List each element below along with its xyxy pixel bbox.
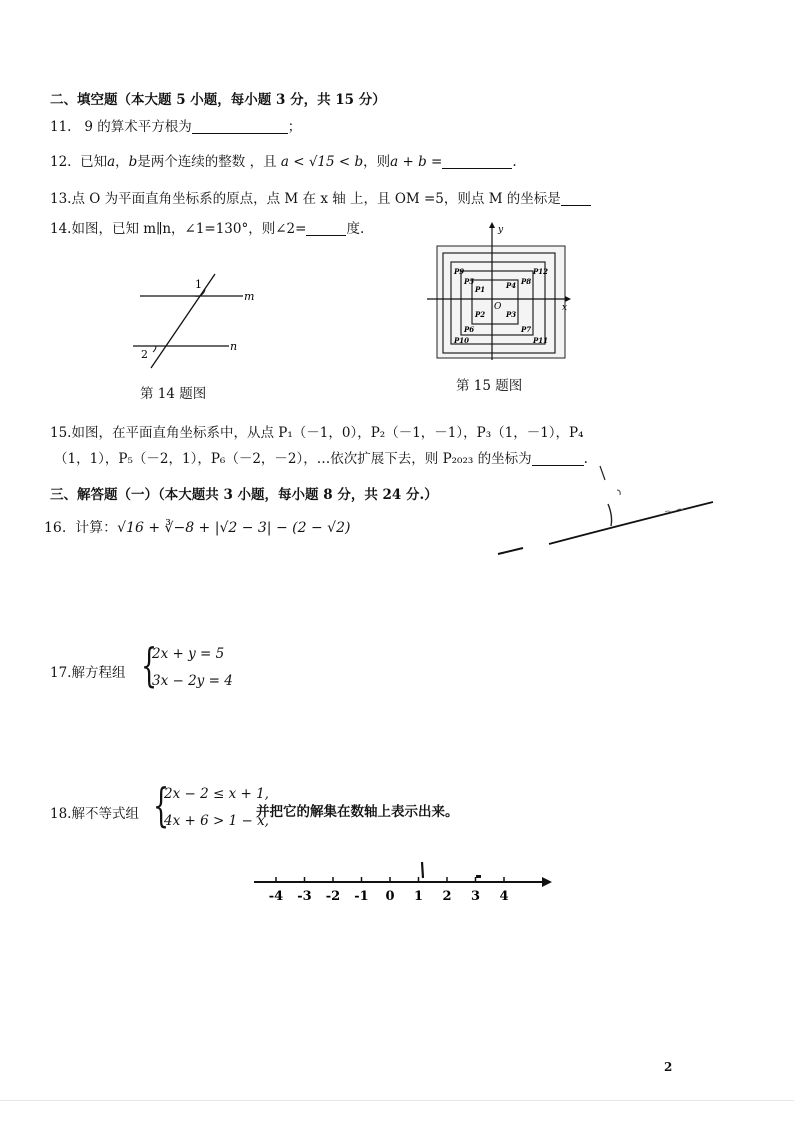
page-number: 2	[664, 1060, 673, 1074]
q15-end: .	[583, 451, 588, 467]
q12-mid: 是两个连续的整数 ，且	[137, 154, 277, 170]
footer-rule	[0, 1100, 794, 1101]
q13-number: 13.	[50, 191, 72, 207]
q12-expression: a + b =	[390, 154, 443, 170]
question-15-line-1	[50, 424, 584, 442]
q12-b: b	[128, 154, 138, 170]
q12-answer-blank[interactable]	[442, 154, 512, 169]
q12-pre: 已知	[80, 154, 108, 170]
q12-inequality: a < √15 < b	[280, 154, 364, 170]
q17-number: 17.	[50, 665, 72, 681]
pen-mark	[422, 862, 423, 878]
q14-number: 14.	[50, 221, 72, 237]
number-line-label: 4	[499, 889, 509, 904]
q11-answer-blank[interactable]	[192, 119, 288, 134]
q11-tail: ；	[287, 119, 302, 135]
question-12	[50, 153, 517, 171]
figure-14	[125, 272, 255, 372]
q18-instruction: 并把它的解集在数轴上表示出来。	[256, 804, 459, 820]
number-line	[250, 856, 555, 906]
question-18	[50, 805, 139, 823]
transversal-line	[151, 274, 215, 368]
figure-14-caption: 第 14 题图	[140, 386, 207, 402]
fig15-point-label: P11	[533, 336, 549, 345]
fig15-x-arrow	[565, 296, 571, 302]
q15-line1: 如图，在平面直角坐标系中，从点 P₁（－1，0），P₂（－1，－1），P₃（1，－1），P₄	[71, 425, 584, 441]
q15-number: 15.	[50, 425, 72, 441]
q12-end: .	[512, 154, 517, 170]
q11-number: 11.	[50, 119, 72, 135]
q16-number: 16.	[44, 520, 67, 536]
fig15-point-label: P12	[533, 267, 549, 276]
q18-brace: {	[153, 778, 170, 832]
fig15-point-label: P8	[521, 277, 532, 286]
q17-label: 解方程组	[71, 665, 126, 681]
question-16	[44, 519, 350, 537]
fig15-x-label: x	[562, 303, 568, 313]
q14-text: 如图，已知 m∥n，∠1=130°，则∠2=	[71, 221, 307, 237]
section-2-header: 二、填空题（本大题 5 小题，每小题 3 分，共 15 分）	[50, 92, 386, 108]
number-line-label: 0	[385, 889, 395, 904]
question-17	[50, 664, 125, 682]
fig15-point-label: P2	[475, 310, 486, 319]
q16-label: 计算：	[75, 520, 118, 536]
number-line-label: -1	[354, 889, 369, 904]
q13-answer-blank[interactable]	[561, 191, 591, 206]
angle-2-label: 2	[141, 348, 148, 361]
question-14	[50, 220, 364, 238]
fig15-y-label: y	[498, 225, 504, 235]
number-line-label: 2	[442, 889, 452, 904]
question-13	[50, 190, 591, 208]
number-line-label: -2	[325, 889, 341, 904]
fig15-point-label: P1	[475, 285, 486, 294]
fig15-origin-label: O	[494, 302, 502, 312]
q17-equation-2: 3x − 2y = 4	[152, 673, 233, 689]
scan-marks	[495, 462, 720, 562]
question-11	[50, 118, 301, 136]
fig15-point-label: P7	[521, 325, 532, 334]
angle-1-label: 1	[195, 278, 202, 291]
q12-a: a	[107, 154, 116, 170]
angle-2-arc	[153, 346, 156, 352]
q12-then: ，则	[363, 154, 391, 170]
fig15-point-label: P6	[464, 325, 475, 334]
fig15-point-label: P10	[454, 336, 470, 345]
q14-answer-blank[interactable]	[306, 221, 346, 236]
pen-dot	[476, 875, 481, 878]
q16-expression: √16 + ∛−8 + |√2 − 3| − (2 − √2)	[117, 520, 351, 536]
number-line-label: 3	[470, 889, 481, 904]
figure-15-caption: 第 15 题图	[456, 378, 523, 394]
number-line-label: -3	[297, 889, 312, 904]
figure-15	[425, 222, 575, 362]
q11-text: 9 的算术平方根为	[84, 119, 192, 135]
q13-text: 点 O 为平面直角坐标系的原点，点 M 在 x 轴 上，且 OM =5，则点 M 的坐标是	[71, 191, 561, 207]
fig15-point-label: P5	[464, 277, 475, 286]
q12-number: 12.	[50, 154, 72, 170]
fig15-y-arrow	[489, 222, 495, 228]
q18-number: 18.	[50, 806, 72, 822]
q14-unit: 度.	[346, 221, 365, 237]
q18-inequality-1: 2x − 2 ≤ x + 1,	[164, 786, 269, 802]
fig15-point-label: P4	[506, 281, 517, 290]
q17-brace: {	[141, 638, 158, 692]
q15-line2: （1，1），P₅（－2，1），P₆（－2，－2），…依次扩展下去，则 P₂₀₂₃ 的坐标为	[54, 451, 532, 467]
number-line-label: -4	[268, 889, 284, 904]
section-3-header: 三、解答题（一）（本大题共 3 小题，每小题 8 分，共 24 分.）	[50, 487, 438, 503]
line-n-label: n	[230, 340, 238, 353]
q12-sep: ，	[115, 154, 129, 170]
fig15-point-label: P3	[506, 310, 517, 319]
number-line-arrow	[542, 877, 552, 887]
line-m-label: m	[244, 290, 255, 303]
number-line-label: 1	[413, 889, 424, 904]
q18-inequality-2: 4x + 6 > 1 − x,	[164, 813, 269, 829]
q18-label: 解不等式组	[71, 806, 139, 822]
q17-equation-1: 2x + y = 5	[152, 646, 225, 662]
fig15-point-label: P9	[454, 267, 465, 276]
